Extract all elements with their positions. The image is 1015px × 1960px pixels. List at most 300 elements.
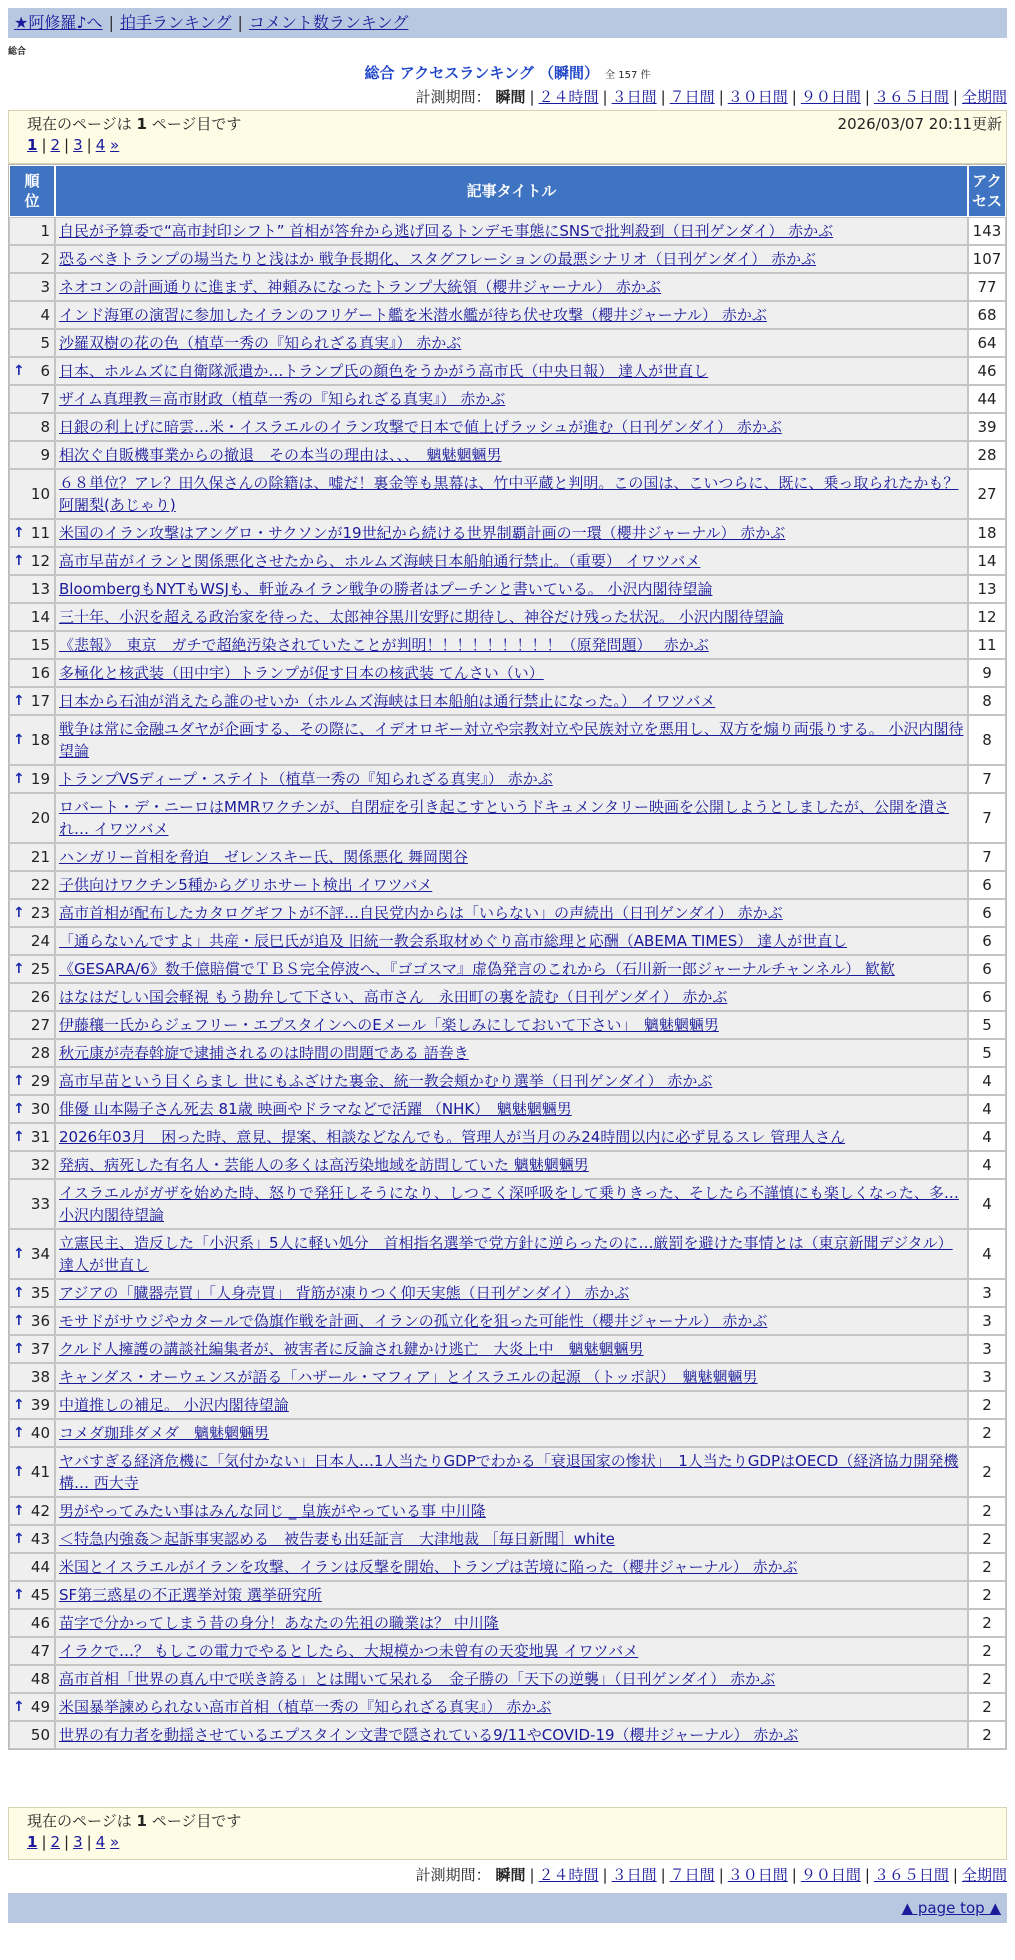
title-cell <box>55 1067 968 1095</box>
article-link[interactable]: BloombergもNYTもWSJも、軒並みイラン戦争の勝者はプーチンと書いている。 小沢内閣待望論 <box>59 580 713 598</box>
rank-number: 36 <box>30 1312 50 1330</box>
table-row <box>9 1011 1006 1039</box>
access-count: 8 <box>968 715 1006 765</box>
access-count: 143 <box>968 217 1006 245</box>
period-separator: | <box>660 1866 666 1884</box>
period-current: 瞬間 <box>495 88 526 106</box>
rank-cell <box>9 983 55 1011</box>
title-cell <box>55 1179 968 1229</box>
rank-cell <box>9 1151 55 1179</box>
title-cell <box>55 1151 968 1179</box>
page-link-current[interactable]: 1 <box>27 136 38 154</box>
article-link[interactable]: 《悲報》 東京 ガチで超絶汚染されていたことが判明！！！！！！！！！（原発問題） 赤かぶ <box>59 636 709 654</box>
page-link[interactable]: 3 <box>73 136 83 154</box>
period-current: 瞬間 <box>495 1866 526 1884</box>
period-link[interactable]: ７日間 <box>669 1866 715 1884</box>
page-link[interactable]: 2 <box>50 136 61 154</box>
comment-ranking-link[interactable]: コメント数ランキング <box>248 13 409 32</box>
rank-cell <box>9 357 55 385</box>
article-link[interactable]: コメダ珈琲ダメダ 魑魅魍魎男 <box>59 1424 270 1442</box>
rank-number: 44 <box>30 1558 50 1576</box>
article-link[interactable]: 多極化と核武装（田中宇）トランプが促す日本の核武装 てんさい（い） <box>59 664 544 682</box>
period-separator: | <box>529 88 535 106</box>
period-separator: | <box>602 88 608 106</box>
up-arrow-icon: ↑ <box>13 1587 25 1603</box>
article-link[interactable]: ６８単位？アレ？田久保さんの除籍は、嘘だ！裏金等も黒幕は、竹中平蔵と判明。この国は、こいつらに、既に、乗っ取られたかも？ 阿闍梨(あじゃり) <box>59 474 959 514</box>
title-cell <box>55 1693 968 1721</box>
period-link[interactable]: ９０日間 <box>800 1866 861 1884</box>
rank-cell <box>9 1447 55 1497</box>
up-arrow-icon: ↑ <box>13 1425 25 1441</box>
rank-cell <box>9 1665 55 1693</box>
rank-number: 40 <box>30 1424 50 1442</box>
table-row <box>9 1497 1006 1525</box>
period-separator: | <box>529 1866 535 1884</box>
period-link[interactable]: ３６５日間 <box>873 1866 949 1884</box>
title-cell <box>55 927 968 955</box>
access-count: 39 <box>968 413 1006 441</box>
access-count: 4 <box>968 1123 1006 1151</box>
rank-cell <box>9 519 55 547</box>
rank-cell <box>9 793 55 843</box>
rank-number: 46 <box>30 1614 50 1632</box>
access-count: 3 <box>968 1335 1006 1363</box>
table-row <box>9 1447 1006 1497</box>
rank-cell <box>9 659 55 687</box>
period-link[interactable]: 全期間 <box>961 1866 1007 1884</box>
rank-cell <box>9 273 55 301</box>
bottom-bar <box>8 1893 1007 1923</box>
table-row <box>9 1693 1006 1721</box>
rank-number: 14 <box>30 608 50 626</box>
access-count: 9 <box>968 659 1006 687</box>
article-link[interactable]: 米国とイスラエルがイランを攻撃、イランは反撃を開始、トランプは苦境に陥った（櫻井ジャーナル） 赤かぶ <box>59 1558 798 1576</box>
title-cell <box>55 1363 968 1391</box>
article-link[interactable]: 俳優 山本陽子さん死去 81歳 映画やドラマなどで活躍 （NHK） 魑魅魍魎男 <box>59 1100 572 1118</box>
rank-number: 16 <box>30 664 50 682</box>
table-row <box>9 1721 1006 1749</box>
rank-cell <box>9 441 55 469</box>
access-count: 4 <box>968 1095 1006 1123</box>
rank-cell <box>9 469 55 519</box>
rank-number: 31 <box>30 1128 50 1146</box>
table-row <box>9 1123 1006 1151</box>
article-link[interactable]: 《GESARA/6》数千億賠償でＴＢＳ完全停波へ、『ゴゴスマ』虚偽発言のこれから（石川新一郎ジャーナルチャンネル） 歓歓 <box>59 960 895 978</box>
title-cell <box>55 301 968 329</box>
period-link[interactable]: ３日間 <box>611 1866 657 1884</box>
article-link[interactable]: 高市首相が配布したカタログギフトが不評…自民党内からは「いらない」の声続出（日刊ゲンダイ） 赤かぶ <box>59 904 783 922</box>
article-link[interactable]: 伊藤穰一氏からジェフリー・エプスタインへのEメール「楽しみにしておいて下さい」 魑魅魍魎男 <box>59 1016 719 1034</box>
table-row <box>9 1391 1006 1419</box>
access-count: 27 <box>968 469 1006 519</box>
table-row <box>9 1665 1006 1693</box>
access-count: 18 <box>968 519 1006 547</box>
rank-number: 10 <box>30 485 50 503</box>
title-cell <box>55 983 968 1011</box>
title-cell <box>55 1721 968 1749</box>
period-separator: | <box>952 1866 958 1884</box>
article-link[interactable]: 三十年、小沢を超える政治家を待った、太郎神谷黒川安野に期待し、神谷だけ残った状況。 小沢内閣待望論 <box>59 608 784 626</box>
up-arrow-icon: ↑ <box>13 1397 25 1413</box>
access-count: 11 <box>968 631 1006 659</box>
rank-cell <box>9 1581 55 1609</box>
article-link[interactable]: モサドがサウジやカタールで偽旗作戦を計画、イランの孤立化を狙った可能性（櫻井ジャーナル） 赤かぶ <box>59 1312 768 1330</box>
article-link[interactable]: 相次ぐ自販機事業からの撤退 その本当の理由は、、、 魑魅魍魎男 <box>59 446 502 464</box>
page-link[interactable]: 4 <box>95 1833 106 1851</box>
title-cell <box>55 1095 968 1123</box>
period-link[interactable]: 全期間 <box>961 88 1007 106</box>
access-count: 14 <box>968 547 1006 575</box>
up-arrow-icon: ↑ <box>13 1101 25 1117</box>
access-count: 4 <box>968 1067 1006 1095</box>
rank-cell <box>9 603 55 631</box>
rank-number: 49 <box>30 1698 50 1716</box>
article-link[interactable]: 日本から石油が消えたら誰のせいか（ホルムズ海峡は日本船舶は通行禁止になった。） イワツバメ <box>59 692 716 710</box>
period-separator: | <box>791 88 797 106</box>
article-link[interactable]: 「通らないんですよ」共産・辰巳氏が追及 旧統一教会系取材めぐり高市総理と応酬（ABEMA TIMES） 達人が世直し <box>59 932 848 950</box>
access-count: 3 <box>968 1307 1006 1335</box>
article-link[interactable]: 中道推しの補足。 小沢内閣待望論 <box>59 1396 289 1414</box>
up-arrow-icon: ↑ <box>13 553 25 569</box>
access-count: 12 <box>968 603 1006 631</box>
rank-cell <box>9 1335 55 1363</box>
table-row <box>9 547 1006 575</box>
rank-cell <box>9 547 55 575</box>
access-count: 2 <box>968 1419 1006 1447</box>
up-arrow-icon: ↑ <box>13 1464 25 1480</box>
rank-cell <box>9 715 55 765</box>
updated-timestamp: 2026/03/07 20:11更新 <box>837 115 1002 133</box>
period-link[interactable]: ３６５日間 <box>873 88 949 106</box>
rank-number: 50 <box>30 1726 50 1744</box>
rank-number: 42 <box>30 1502 50 1520</box>
period-selector-bottom <box>416 1864 1007 1885</box>
access-count: 7 <box>968 843 1006 871</box>
rank-cell <box>9 687 55 715</box>
page-separator: | <box>64 1833 70 1851</box>
rank-cell <box>9 1497 55 1525</box>
up-arrow-icon: ↑ <box>13 693 25 709</box>
table-row <box>9 1553 1006 1581</box>
title-cell <box>55 1637 968 1665</box>
access-count: 13 <box>968 575 1006 603</box>
article-link[interactable]: 恐るべきトランプの場当たりと浅はか 戦争長期化、スタグフレーションの最悪シナリオ（日刊ゲンダイ） 赤かぶ <box>59 250 816 268</box>
title-cell <box>55 1011 968 1039</box>
access-count: 44 <box>968 385 1006 413</box>
table-row <box>9 899 1006 927</box>
rank-number: 22 <box>30 876 50 894</box>
access-count: 8 <box>968 687 1006 715</box>
article-link[interactable]: 日本、ホルムズに自衛隊派遣か…トランプ氏の顔色をうかがう高市氏（中央日報） 達人が世直し <box>59 362 709 380</box>
up-arrow-icon: ↑ <box>13 1503 25 1519</box>
table-row <box>9 1637 1006 1665</box>
article-link[interactable]: アジアの「臓器売買」「人身売買」 背筋が凍りつく仰天実態（日刊ゲンダイ） 赤かぶ <box>59 1284 630 1302</box>
title-cell <box>55 329 968 357</box>
period-separator: | <box>718 88 724 106</box>
up-arrow-icon: ↑ <box>13 771 25 787</box>
rank-number: 21 <box>30 848 50 866</box>
rank-cell <box>9 1553 55 1581</box>
title-cell <box>55 385 968 413</box>
rank-cell <box>9 899 55 927</box>
title-cell <box>55 273 968 301</box>
article-link[interactable]: 秋元康が売春斡旋で逮捕されるのは時間の問題である 語巻き <box>59 1044 469 1062</box>
article-link[interactable]: インド海軍の演習に参加したイランのフリゲート艦を米潜水艦が待ち伏せ攻撃（櫻井ジャーナル） 赤かぶ <box>59 306 767 324</box>
article-link[interactable]: 子供向けワクチン5種からグリホサート検出 イワツバメ <box>59 876 433 894</box>
pagination-bottom <box>27 1833 119 1851</box>
rank-number: 8 <box>40 418 50 436</box>
title-cell <box>55 413 968 441</box>
period-link[interactable]: ３０日間 <box>727 88 788 106</box>
article-link[interactable]: 発病、病死した有名人・芸能人の多くは高汚染地域を訪問していた 魑魅魍魎男 <box>59 1156 589 1174</box>
rank-cell <box>9 329 55 357</box>
title-cell <box>55 469 968 519</box>
article-link[interactable]: 沙羅双樹の花の色（植草一秀の『知られざる真実』） 赤かぶ <box>59 334 462 352</box>
period-separator: | <box>602 1866 608 1884</box>
pager-box-top <box>8 110 1007 164</box>
access-count: 28 <box>968 441 1006 469</box>
access-count: 6 <box>968 871 1006 899</box>
title-cell <box>55 871 968 899</box>
page-separator: | <box>86 136 92 154</box>
table-row <box>9 765 1006 793</box>
page-separator: | <box>64 136 70 154</box>
page-separator: | <box>41 1833 47 1851</box>
article-link[interactable]: 苗字で分かってしまう昔の身分！あなたの先祖の職業は？ 中川隆 <box>59 1614 499 1632</box>
rank-cell <box>9 1011 55 1039</box>
article-link[interactable]: 自民が予算委で“高市封印シフト” 首相が答弁から逃げ回るトンデモ事態にSNSで批判殺到（日刊ゲンダイ） 赤かぶ <box>59 222 834 240</box>
rank-cell <box>9 413 55 441</box>
rank-number: 27 <box>30 1016 50 1034</box>
up-arrow-icon: ↑ <box>13 525 25 541</box>
article-link[interactable]: ＜特急内強姦＞起訴事実認める 被告妻も出廷証言 大津地裁 ［毎日新聞］white <box>59 1530 615 1548</box>
rank-number: 37 <box>30 1340 50 1358</box>
rank-cell <box>9 1391 55 1419</box>
access-count: 3 <box>968 1279 1006 1307</box>
rank-cell <box>9 1637 55 1665</box>
article-link[interactable]: 高市首相「世界の真ん中で咲き誇る」とは聞いて呆れる 金子勝の「天下の逆襲」（日刊ゲンダイ） 赤かぶ <box>59 1670 776 1688</box>
rank-number: 5 <box>40 334 50 352</box>
title-cell <box>55 659 968 687</box>
pagination-top <box>27 136 119 154</box>
clap-ranking-link[interactable]: 拍手ランキング <box>119 13 232 32</box>
rank-number: 2 <box>40 250 50 268</box>
access-count: 4 <box>968 1179 1006 1229</box>
rank-number: 12 <box>30 552 50 570</box>
up-arrow-icon: ↑ <box>13 1246 25 1262</box>
access-count: 2 <box>968 1637 1006 1665</box>
up-arrow-icon: ↑ <box>13 1313 25 1329</box>
title-header: 記事タイトル <box>55 165 968 217</box>
rank-cell <box>9 1179 55 1229</box>
rank-cell <box>9 1307 55 1335</box>
access-count: 2 <box>968 1525 1006 1553</box>
rank-cell <box>9 385 55 413</box>
article-link[interactable]: 米国暴挙諫められない高市首相（植草一秀の『知られざる真実』） 赤かぶ <box>59 1698 552 1716</box>
article-link[interactable]: イスラエルがガザを始めた時、怒りで発狂しそうになり、しつこく深呼吸をして乗りきった、そしたら不謹慎にも楽しくなった、多… 小沢内閣待望論 <box>59 1184 959 1224</box>
access-count: 3 <box>968 1363 1006 1391</box>
table-row <box>9 983 1006 1011</box>
table-row <box>9 603 1006 631</box>
rank-number: 39 <box>30 1396 50 1414</box>
up-arrow-icon: ↑ <box>13 1073 25 1089</box>
table-row <box>9 715 1006 765</box>
ranking-table-body <box>9 217 1006 1749</box>
rank-number: 18 <box>30 731 50 749</box>
access-header: アクセス <box>968 165 1006 217</box>
article-link[interactable]: 戦争は常に金融ユダヤが企画する、その際に、イデオロギー対立や宗教対立や民族対立を悪用し、双方を煽り両張りする。 小沢内閣待望論 <box>59 720 964 760</box>
article-link[interactable]: 米国のイラン攻撃はアングロ・サクソンが19世紀から続ける世界制覇計画の一環（櫻井ジャーナル） 赤かぶ <box>59 524 786 542</box>
table-row <box>9 1279 1006 1307</box>
access-count: 2 <box>968 1721 1006 1749</box>
article-link[interactable]: クルド人擁護の講談社編集者が、被害者に反論され鍵かけ逃亡 大炎上中 魑魅魍魎男 <box>59 1340 644 1358</box>
page-link[interactable]: 3 <box>73 1833 83 1851</box>
table-row <box>9 245 1006 273</box>
period-link[interactable]: ３日間 <box>611 88 657 106</box>
table-row <box>9 1581 1006 1609</box>
title-cell <box>55 441 968 469</box>
rank-cell <box>9 1229 55 1279</box>
title-cell <box>55 1335 968 1363</box>
next-page-link[interactable]: » <box>110 136 120 154</box>
period-link[interactable]: ２４時間 <box>538 1866 599 1884</box>
rank-cell <box>9 843 55 871</box>
title-cell <box>55 899 968 927</box>
article-link[interactable]: 高市早苗という目くらまし 世にもふざけた裏金、統一教会頬かむり選挙（日刊ゲンダイ） 赤かぶ <box>59 1072 713 1090</box>
article-link[interactable]: 2026年03月 困った時、意見、提案、相談などなんでも。管理人が当月のみ24時間以内に必ず見るスレ 管理人さん <box>59 1128 846 1146</box>
home-link[interactable]: ★阿修羅♪へ <box>14 13 103 32</box>
nav-separator: | <box>108 13 114 32</box>
rank-cell <box>9 1363 55 1391</box>
title-cell <box>55 1039 968 1067</box>
table-row <box>9 1419 1006 1447</box>
access-count: 107 <box>968 245 1006 273</box>
title-cell <box>55 1665 968 1693</box>
title-cell <box>55 1123 968 1151</box>
article-link[interactable]: 立憲民主、造反した「小沢系」5人に軽い処分 首相指名選挙で党方針に逆らったのに…厳罰を避けた事情とは（東京新聞デジタル） 達人が世直し <box>59 1234 953 1274</box>
table-row <box>9 217 1006 245</box>
page-link-current[interactable]: 1 <box>27 1833 38 1851</box>
title-cell <box>55 1609 968 1637</box>
access-count: 2 <box>968 1497 1006 1525</box>
table-row <box>9 1307 1006 1335</box>
period-link[interactable]: ２４時間 <box>538 88 599 106</box>
table-header-row <box>9 165 1006 217</box>
rank-number: 1 <box>40 222 50 240</box>
article-link[interactable]: SF第三惑星の不正選挙対策 選挙研究所 <box>59 1586 322 1604</box>
table-row <box>9 329 1006 357</box>
ranking-table <box>8 164 1007 1750</box>
article-link[interactable]: 世界の有力者を動揺させているエプスタイン文書で隠されている9/11やCOVID-19（櫻井ジャーナル） 赤かぶ <box>59 1726 799 1744</box>
rank-number: 29 <box>30 1072 50 1090</box>
period-link[interactable]: ９０日間 <box>800 88 861 106</box>
title-cell <box>55 575 968 603</box>
up-arrow-icon: ↑ <box>13 905 25 921</box>
article-link[interactable]: ロバート・デ・ニーロはMMRワクチンが、自閉症を引き起こすというドキュメンタリー映画を公開しようとしましたが、公開を潰され… イワツバメ <box>59 798 949 838</box>
total-count: 全 157 件 <box>605 70 651 81</box>
article-link[interactable]: 高市早苗がイランと関係悪化させたから、ホルムズ海峡日本船舶通行禁止。（重要） イワツバメ <box>59 552 701 570</box>
rank-cell <box>9 1279 55 1307</box>
title-cell <box>55 793 968 843</box>
title-cell <box>55 357 968 385</box>
article-link[interactable]: ヤバすぎる経済危機に「気付かない」日本人…1人当たりGDPでわかる「衰退国家の惨状」 1人当たりGDPはOECD（経済協力開発機構… 西大寺 <box>59 1452 959 1492</box>
rank-number: 48 <box>30 1670 50 1688</box>
table-row <box>9 1609 1006 1637</box>
next-page-link[interactable]: » <box>110 1833 120 1851</box>
table-row <box>9 1151 1006 1179</box>
page-link[interactable]: 4 <box>95 136 106 154</box>
rank-cell <box>9 1419 55 1447</box>
title-cell <box>55 1419 968 1447</box>
article-link[interactable]: 日銀の利上げに暗雲…米・イスラエルのイラン攻撃で日本で値上げラッシュが進む（日刊ゲンダイ） 赤かぶ <box>59 418 782 436</box>
table-row <box>9 469 1006 519</box>
title-cell <box>55 1525 968 1553</box>
rank-number: 26 <box>30 988 50 1006</box>
article-link[interactable]: ハンガリー首相を脅迫 ゼレンスキー氏、関係悪化 舞岡関谷 <box>59 848 468 866</box>
article-link[interactable]: イラクで…？ もしこの電力でやるとしたら、大規模かつ未曾有の天変地異 イワツバメ <box>59 1642 639 1660</box>
table-row <box>9 687 1006 715</box>
rank-number: 38 <box>30 1368 50 1386</box>
table-row <box>9 843 1006 871</box>
period-link[interactable]: ７日間 <box>669 88 715 106</box>
rank-cell <box>9 1609 55 1637</box>
up-arrow-icon: ↑ <box>13 732 25 748</box>
title-cell <box>55 1497 968 1525</box>
access-count: 5 <box>968 1011 1006 1039</box>
page-top-link[interactable]: ▲ page top ▲ <box>901 1899 1001 1917</box>
table-row <box>9 1363 1006 1391</box>
rank-number: 28 <box>30 1044 50 1062</box>
title-cell <box>55 715 968 765</box>
period-separator: | <box>718 1866 724 1884</box>
rank-cell <box>9 1693 55 1721</box>
title-cell <box>55 1553 968 1581</box>
page-link[interactable]: 2 <box>50 1833 61 1851</box>
article-link[interactable]: はなはだしい国会軽視 もう勘弁して下さい、高市さん 永田町の裏を読む（日刊ゲンダイ） 赤かぶ <box>59 988 728 1006</box>
top-nav-bar <box>8 8 1007 38</box>
article-link[interactable]: トランプVSディープ・ステイト（植草一秀の『知られざる真実』） 赤かぶ <box>59 770 553 788</box>
table-row <box>9 1525 1006 1553</box>
rank-number: 24 <box>30 932 50 950</box>
page-title <box>0 62 1015 83</box>
title-cell <box>55 1229 968 1279</box>
table-row <box>9 301 1006 329</box>
period-selector-top <box>416 86 1007 107</box>
period-separator: | <box>660 88 666 106</box>
rank-number: 6 <box>40 362 50 380</box>
table-row <box>9 955 1006 983</box>
title-cell <box>55 217 968 245</box>
period-label: 計測期間： <box>415 88 491 106</box>
title-cell <box>55 1307 968 1335</box>
up-arrow-icon: ↑ <box>13 1699 25 1715</box>
article-link[interactable]: 男がやってみたい事はみんな同じ _ 皇族がやっている事 中川隆 <box>59 1502 486 1520</box>
article-link[interactable]: ザイム真理教＝高市財政（植草一秀の『知られざる真実』） 赤かぶ <box>59 390 506 408</box>
title-cell <box>55 1279 968 1307</box>
rank-number: 35 <box>30 1284 50 1302</box>
table-row <box>9 1095 1006 1123</box>
rank-cell <box>9 245 55 273</box>
access-count: 6 <box>968 983 1006 1011</box>
access-count: 46 <box>968 357 1006 385</box>
table-row <box>9 1039 1006 1067</box>
nav-separator: | <box>237 13 243 32</box>
article-link[interactable]: ネオコンの計画通りに進まず、神頼みになったトランプ大統領（櫻井ジャーナル） 赤かぶ <box>59 278 661 296</box>
article-link[interactable]: キャンダス・オーウェンスが語る「ハザール・マフィア」とイスラエルの起源 （トッポ訳） 魑魅魍魎男 <box>59 1368 758 1386</box>
rank-number: 17 <box>30 692 50 710</box>
access-count: 6 <box>968 927 1006 955</box>
period-link[interactable]: ３０日間 <box>727 1866 788 1884</box>
